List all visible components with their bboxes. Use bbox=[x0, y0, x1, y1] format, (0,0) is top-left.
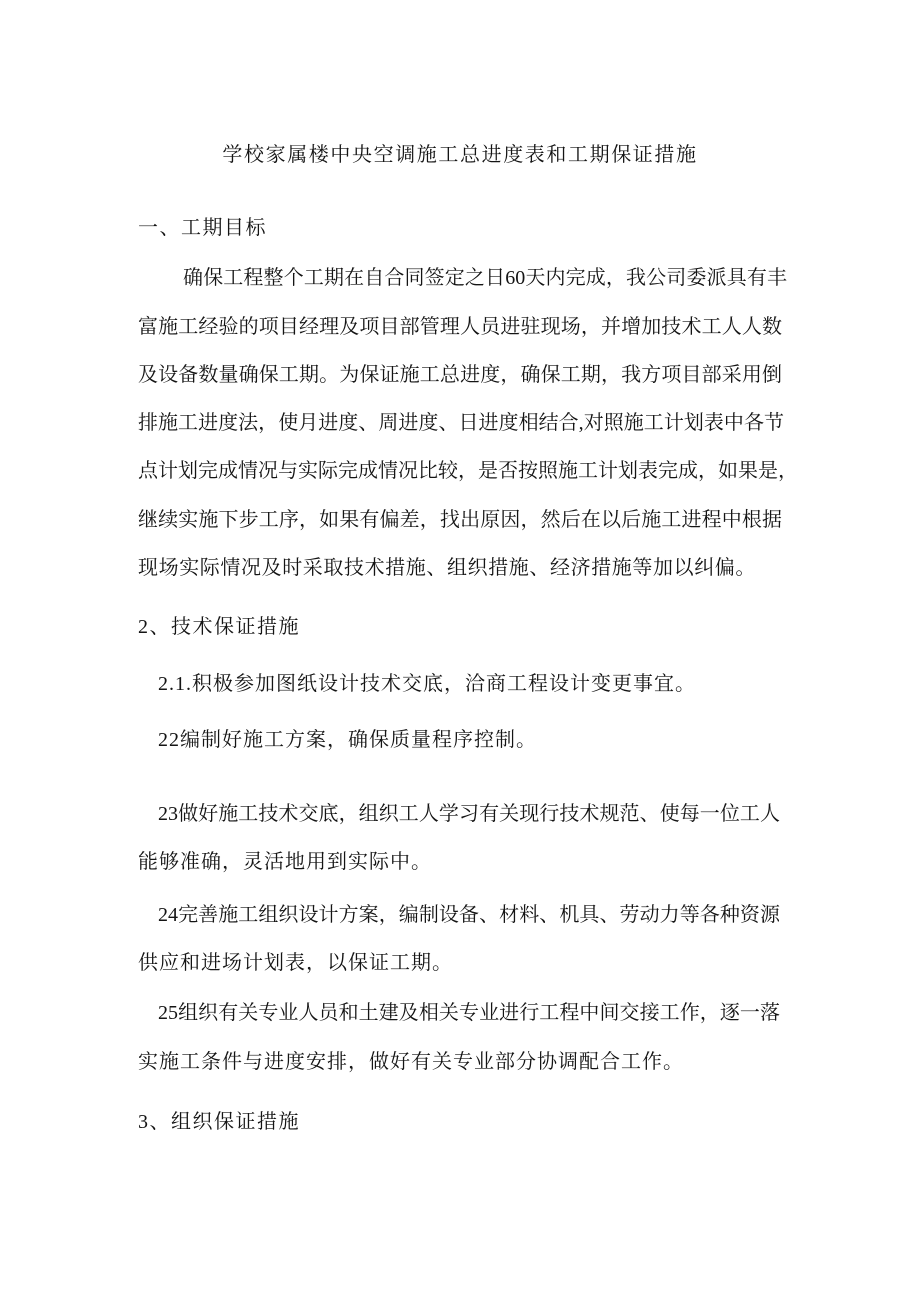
paragraph-line: 现场实际情况及时采取技术措施、组织措施、经济措施等加以纠偏。 bbox=[138, 557, 756, 579]
list-item-2-3-line: 能够准确，灵活地用到实际中。 bbox=[138, 851, 432, 873]
list-item-2-4-line: 供应和进场计划表，以保证工期。 bbox=[138, 952, 453, 974]
section-heading-organizational-measures: 3、组织保证措施 bbox=[138, 1111, 300, 1133]
section-heading-schedule-goal: 一、工期目标 bbox=[138, 217, 267, 239]
list-item-2-4-line: 24完善施工组织设计方案，编制设备、材料、机具、劳动力等各种资源 bbox=[158, 904, 780, 926]
paragraph-line: 确保工程整个工期在自合同签定之日60天内完成，我公司委派具有丰 bbox=[183, 267, 787, 289]
section-heading-technical-measures: 2、技术保证措施 bbox=[138, 616, 300, 638]
list-item-2-3-line: 23做好施工技术交底，组织工人学习有关现行技术规范、使每一位工人 bbox=[158, 803, 780, 825]
list-item-2-1: 2.1.积极参加图纸设计技术交底，洽商工程设计变更事宜。 bbox=[158, 673, 696, 695]
paragraph-line: 排施工进度法，使月进度、周进度、日进度相结合,对照施工计划表中各节 bbox=[138, 412, 784, 434]
list-item-2-5-line: 实施工条件与进度安排，做好有关专业部分协调配合工作。 bbox=[138, 1051, 684, 1073]
list-item-2-2: 22编制好施工方案，确保质量程序控制。 bbox=[158, 729, 537, 751]
document-title: 学校家属楼中央空调施工总进度表和工期保证措施 bbox=[222, 144, 698, 166]
paragraph-line: 点计划完成情况与实际完成情况比较，是否按照施工计划表完成，如果是， bbox=[138, 460, 798, 482]
paragraph-line: 富施工经验的项目经理及项目部管理人员进驻现场，并增加技术工人人数 bbox=[138, 316, 782, 338]
paragraph-line: 及设备数量确保工期。为保证施工总进度，确保工期，我方项目部采用倒 bbox=[138, 364, 782, 386]
list-item-2-5-line: 25组织有关专业人员和土建及相关专业进行工程中间交接工作，逐一落 bbox=[158, 1002, 780, 1024]
paragraph-line: 继续实施下步工序，如果有偏差，找出原因，然后在以后施工进程中根据 bbox=[138, 509, 782, 531]
